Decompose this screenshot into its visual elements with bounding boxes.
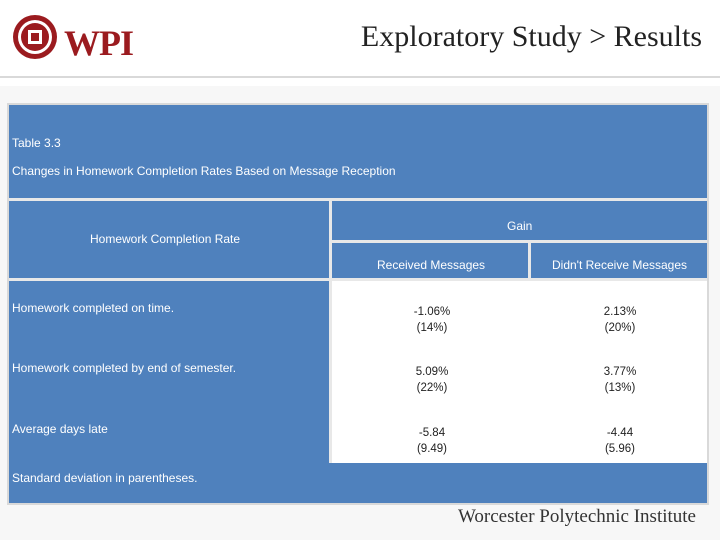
label-col-divider [329, 281, 332, 463]
value-received: 5.09% [415, 366, 449, 378]
gain-divider [332, 240, 707, 243]
sd-not-received: (20%) [604, 322, 636, 334]
table-title: Changes in Homework Completion Rates Based on Message Reception [12, 164, 396, 178]
table-number: Table 3.3 [12, 136, 61, 150]
sd-not-received: (13%) [604, 382, 636, 394]
sd-received: (9.49) [416, 443, 448, 455]
table-row [580, 425, 660, 457]
table-row [392, 425, 472, 457]
col-received-header: Received Messages [377, 258, 486, 272]
header-divider [0, 76, 720, 78]
row-label-days-late: Average days late [12, 422, 108, 436]
logo-text: WPI [64, 23, 133, 63]
subheader-col-divider [528, 243, 531, 281]
value-received: -1.06% [413, 306, 451, 318]
gain-header: Gain [507, 219, 533, 233]
seal-icon [12, 14, 58, 60]
header [0, 0, 720, 78]
slide-title: Exploratory Study > Results [360, 20, 702, 53]
table-row [580, 364, 660, 396]
row-label-end-semester: Homework completed by end of semester. [12, 361, 237, 375]
table-row [392, 364, 472, 396]
footer-institution: Worcester Polytechnic Institute [457, 506, 696, 527]
table-note: Standard deviation in parentheses. [12, 471, 198, 485]
sd-not-received: (5.96) [604, 443, 636, 455]
sd-received: (22%) [416, 382, 448, 394]
value-not-received: 3.77% [603, 366, 637, 378]
table-row [392, 304, 472, 336]
row-label-on-time: Homework completed on time. [12, 301, 175, 315]
row-header: Homework Completion Rate [90, 232, 241, 246]
value-not-received: 2.13% [603, 306, 637, 318]
wpi-logo [12, 12, 142, 66]
value-not-received: -4.44 [606, 427, 634, 439]
col-not-received-header: Didn't Receive Messages [552, 258, 688, 272]
table-row [580, 304, 660, 336]
caption-divider [9, 198, 707, 201]
value-received: -5.84 [418, 427, 446, 439]
sd-received: (14%) [416, 322, 448, 334]
